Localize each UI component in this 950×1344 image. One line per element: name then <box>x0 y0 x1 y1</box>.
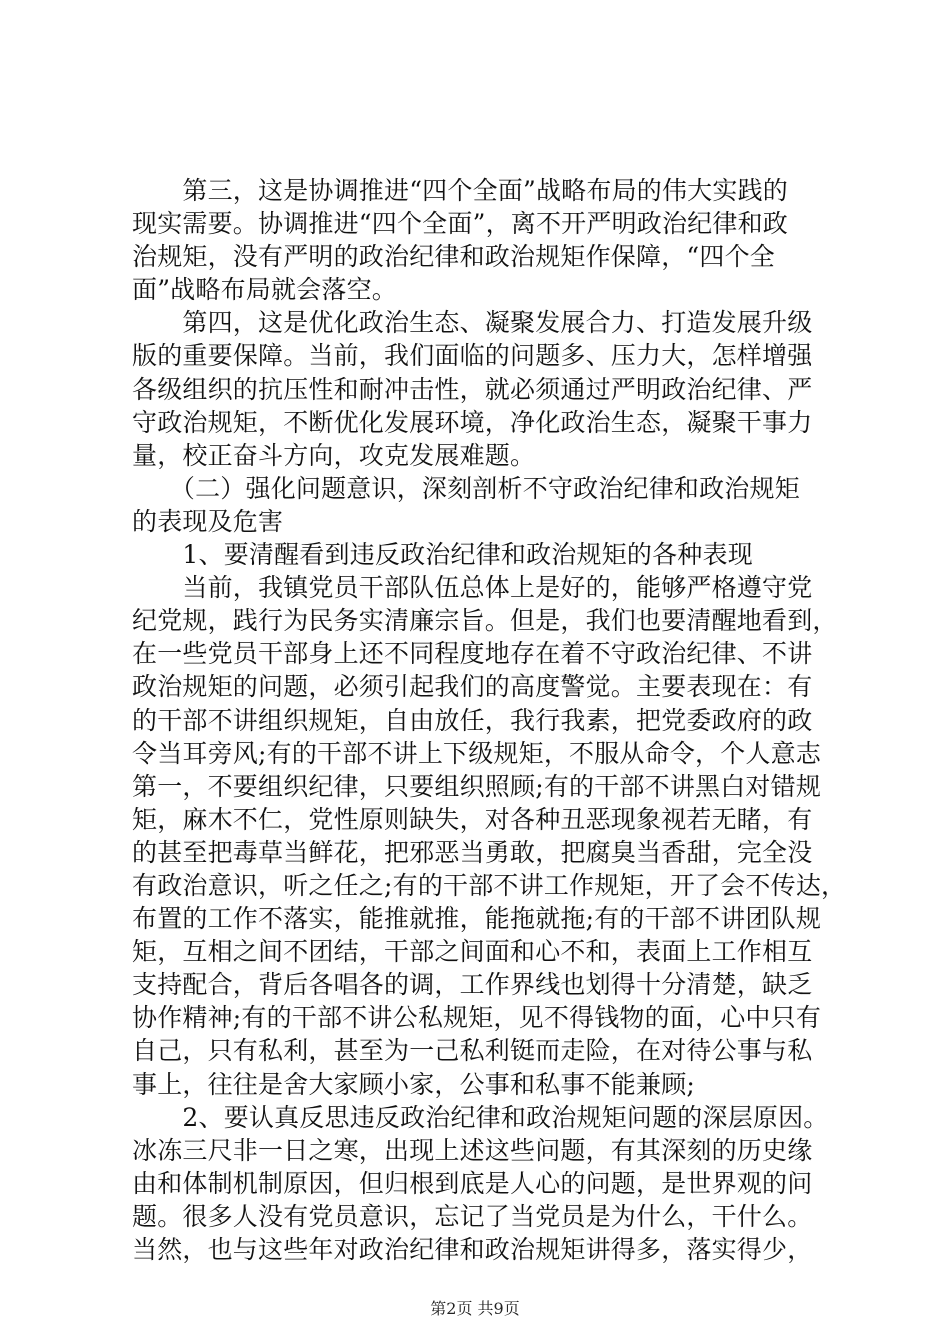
text-line: 矩，麻木不仁，党性原则缺失，对各种丑恶现象视若无睹，有 <box>132 804 813 834</box>
text-line: 令当耳旁风;有的干部不讲上下级规矩，不服从命令，个人意志 <box>132 738 822 768</box>
text-line: 第四，这是优化政治生态、凝聚发展合力、打造发展升级 <box>132 308 813 338</box>
text-line: 题。很多人没有党员意识，忘记了当党员是为什么，干什么。 <box>132 1201 813 1231</box>
text-line: 面”战略布局就会落空。 <box>132 275 397 305</box>
text-line: 纪党规，践行为民务实清廉宗旨。但是，我们也要清醒地看到， <box>132 606 838 636</box>
text-line: 协作精神;有的干部不讲公私规矩，见不得钱物的面，心中只有 <box>132 1003 822 1033</box>
text-line: 守政治规矩，不断优化发展环境，净化政治生态，凝聚干事力 <box>132 407 813 437</box>
text-line: 各级组织的抗压性和耐冲击性，就必须通过严明政治纪律、严 <box>132 374 813 404</box>
text-line: 第三，这是协调推进“四个全面”战略布局的伟大实践的 <box>132 176 788 205</box>
text-line: 自己，只有私利，甚至为一己私利铤而走险，在对待公事与私 <box>132 1036 813 1066</box>
text-line: 量，校正奋斗方向，攻克发展难题。 <box>132 440 536 470</box>
text-line: 1、要清醒看到违反政治纪律和政治规矩的各种表现 <box>132 540 753 570</box>
text-line: 的干部不讲组织规矩，自由放任，我行我素，把党委政府的政 <box>132 705 813 735</box>
text-line: 的甚至把毒草当鲜花，把邪恶当勇敢，把腐臭当香甜，完全没 <box>132 837 813 867</box>
text-line: 由和体制机制原因，但归根到底是人心的问题，是世界观的问 <box>132 1168 813 1198</box>
text-line: 有政治意识，听之任之;有的干部不讲工作规矩，开了会不传达， <box>132 870 847 900</box>
text-line: 支持配合，背后各唱各的调，工作界线也划得十分清楚，缺乏 <box>132 970 813 1000</box>
text-line: 冰冻三尺非一日之寒，出现上述这些问题，有其深刻的历史缘 <box>132 1135 813 1165</box>
text-line: （二）强化问题意识，深刻剖析不守政治纪律和政治规矩 <box>132 473 800 503</box>
text-line: 布置的工作不落实，能推就推，能拖就拖;有的干部不讲团队规 <box>132 904 822 934</box>
text-line: 事上，往往是舍大家顾小家，公事和私事不能兼顾; <box>132 1069 696 1099</box>
text-line: 当然，也与这些年对政治纪律和政治规矩讲得多，落实得少， <box>132 1235 813 1264</box>
text-line: 政治规矩的问题，必须引起我们的高度警觉。主要表现在：有 <box>132 672 813 702</box>
text-line: 的表现及危害 <box>132 506 284 536</box>
page-footer: 第2页 共9页 <box>430 1299 520 1318</box>
text-line: 当前，我镇党员干部队伍总体上是好的，能够严格遵守党 <box>132 573 813 603</box>
document-body <box>132 174 847 1266</box>
text-line: 版的重要保障。当前，我们面临的问题多、压力大，怎样增强 <box>132 341 813 371</box>
text-line: 2、要认真反思违反政治纪律和政治规矩问题的深层原因。 <box>132 1102 829 1132</box>
text-line: 在一些党员干部身上还不同程度地存在着不守政治纪律、不讲 <box>132 639 813 669</box>
text-line: 第一，不要组织纪律，只要组织照顾;有的干部不讲黑白对错规 <box>132 771 822 801</box>
text-line: 矩，互相之间不团结，干部之间面和心不和，表面上工作相互 <box>132 937 813 967</box>
text-line: 现实需要。协调推进“四个全面”，离不开严明政治纪律和政 <box>132 209 788 239</box>
text-line: 治规矩，没有严明的政治纪律和政治规矩作保障，“四个全 <box>132 242 775 272</box>
